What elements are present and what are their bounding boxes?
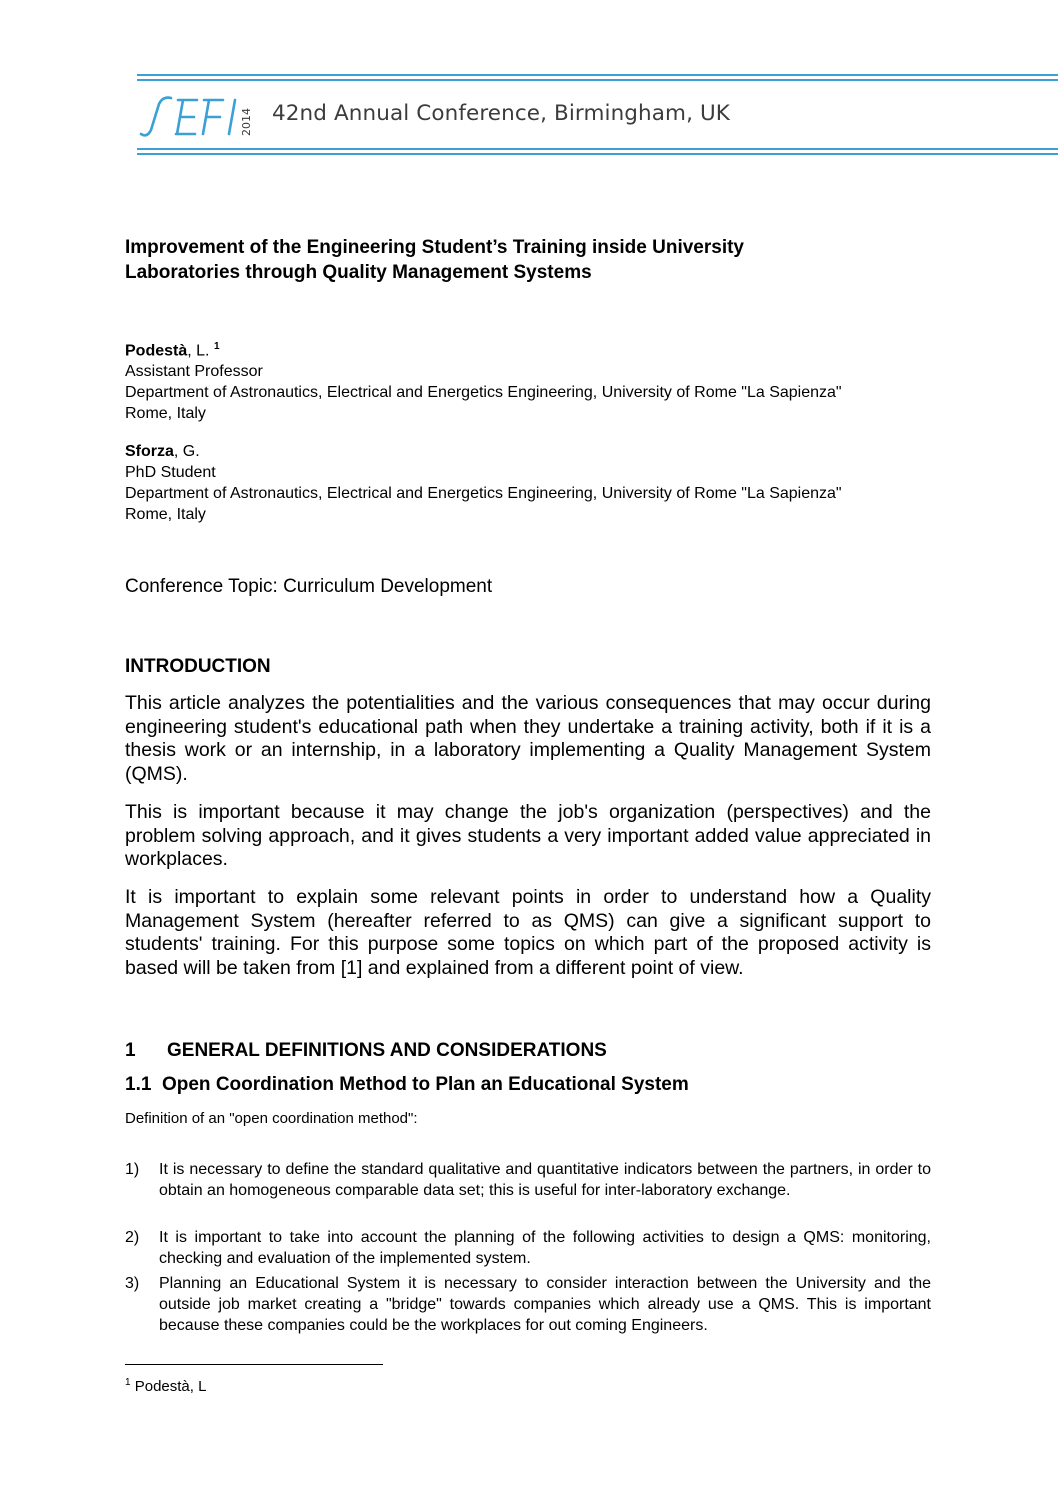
subsection-1-1-number: 1.1 xyxy=(125,1074,152,1095)
intro-paragraph-2: This is important because it may change the job's organization (perspectives) and the problem solving approach, and it gives students a very important added value appreciated in workplaces. xyxy=(125,801,931,870)
list-item-text: It is necessary to define the standard qualitative and quantitative indicators between the partners, in order to obtain an homogeneous comparable data set; this is useful for inter-laboratory exchange. xyxy=(159,1161,931,1199)
list-item xyxy=(125,1159,931,1201)
author-1-initial: , L. xyxy=(187,342,210,360)
header-rule-top-2 xyxy=(137,79,1058,81)
author-1-surname: Podestà xyxy=(125,342,188,360)
author-2-role: PhD Student xyxy=(125,464,216,481)
list-item-number: 1) xyxy=(125,1161,140,1178)
conference-title: 42nd Annual Conference, Birmingham, UK xyxy=(272,101,730,126)
logo-text: SEFI xyxy=(137,94,140,95)
header-rule-bottom-1 xyxy=(137,148,1058,150)
author-1-location: Rome, Italy xyxy=(125,405,206,423)
subsection-1-1-heading xyxy=(125,1074,689,1096)
footnote-mark: 1 xyxy=(125,1377,131,1388)
paper-title-line-2: Laboratories through Quality Management Systems xyxy=(125,262,592,283)
footnote-rule xyxy=(125,1364,383,1365)
author-2-name xyxy=(125,441,842,462)
sefi-logo xyxy=(137,94,257,140)
paper-title xyxy=(125,235,905,285)
header-rule-top-1 xyxy=(137,74,1058,76)
author-1-footnote-mark[interactable]: 1 xyxy=(213,341,220,352)
author-1-role: Assistant Professor xyxy=(125,363,263,381)
list-item-number: 3) xyxy=(125,1275,140,1292)
list-item xyxy=(125,1227,931,1269)
author-2-department: Department of Astronautics, Electrical and Energetics Engineering, University of Rome "La Sapienza" xyxy=(125,485,842,502)
paper-title-line-1: Improvement of the Engineering Student’s Training inside University xyxy=(125,237,745,258)
header-rule-bottom-2 xyxy=(137,153,1058,155)
section-1-heading xyxy=(125,1040,607,1062)
section-1-number: 1 xyxy=(125,1040,136,1061)
conference-topic: Conference Topic: Curriculum Development xyxy=(125,576,493,597)
list-item xyxy=(125,1273,931,1336)
intro-paragraph-1: This article analyzes the potentialities and the various consequences that may occur during engineering student's educational path when they undertake a training activity, both if it is a thesis work or an internship, in a laboratory implementing a Quality Management System (QMS). xyxy=(125,692,931,785)
author-1-department: Department of Astronautics, Electrical and Energetics Engineering, University of Rome "La Sapienza" xyxy=(125,384,842,402)
list-item-number: 2) xyxy=(125,1229,140,1246)
subsection-1-1-title: Open Coordination Method to Plan an Educational System xyxy=(161,1074,689,1095)
author-2-surname: Sforza xyxy=(125,443,174,460)
intro-paragraph-3: It is important to explain some relevant points in order to understand how a Quality Management System (hereafter referred to as QMS) can give a significant support to students' training. For this purpose some topics on which part of the proposed activity is based will be taken from [1] and explained from a different point of view. xyxy=(125,886,931,979)
list-item-text: It is important to take into account the planning of the following activities to design a QMS: monitoring, checking and evaluation of the implemented system. xyxy=(159,1229,931,1267)
author-2 xyxy=(125,441,842,525)
footnote-text: Podestà, L xyxy=(130,1378,207,1395)
introduction-heading: INTRODUCTION xyxy=(125,656,271,677)
author-1-name xyxy=(125,336,842,361)
author-2-initial: , G. xyxy=(173,443,200,460)
author-1 xyxy=(125,336,842,424)
footnote xyxy=(125,1377,206,1395)
definition-intro: Definition of an "open coordination method": xyxy=(125,1110,418,1127)
list-item-text: Planning an Educational System it is necessary to consider interaction between the University and the outside job market creating a "bridge" towards companies which already use a QMS. This is important because these companies could be the workplaces for out coming Engineers. xyxy=(159,1275,931,1334)
section-1-title: GENERAL DEFINITIONS AND CONSIDERATIONS xyxy=(167,1040,607,1061)
logo-year: 2014 xyxy=(240,108,253,136)
author-2-location: Rome, Italy xyxy=(125,506,206,523)
